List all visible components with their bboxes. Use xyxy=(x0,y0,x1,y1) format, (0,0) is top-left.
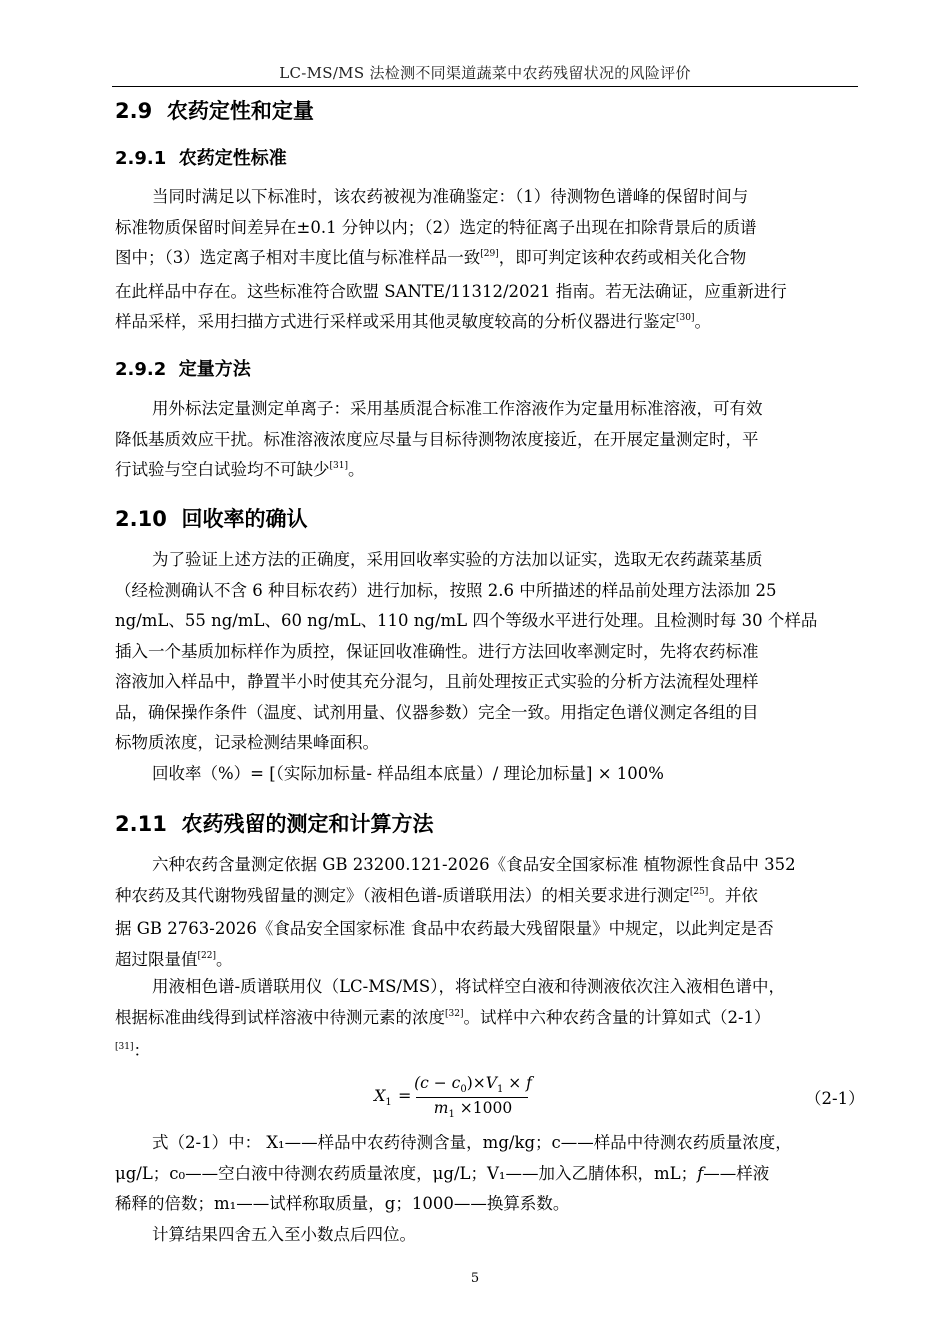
text-line: 用液相色谱-质谱联用仪（LC-MS/MS），将试样空白液和待测液依次注入液相色谱中， xyxy=(152,977,785,996)
paragraph-residue-standards xyxy=(115,850,855,978)
recovery-formula: 回收率（%）= [（实际加标量- 样品组本底量）/ 理论加标量] × 100% xyxy=(152,763,664,783)
equals-sign: = xyxy=(398,1086,412,1105)
text-line xyxy=(115,455,855,489)
section-title: 回收率的确认 xyxy=(181,507,308,531)
text-line xyxy=(115,1159,855,1190)
text-line: 插入一个基质加标样作为质控，保证回收准确性。进行方法回收率测定时，先将农药标准 xyxy=(115,641,759,661)
header-rule xyxy=(112,86,858,87)
citation: [22] xyxy=(197,950,216,961)
text-fragment: 。 xyxy=(347,460,365,479)
paragraph-lcms-procedure xyxy=(115,972,855,1070)
citation: [32] xyxy=(445,1008,464,1019)
text-line: （经检测确认不含 6 种目标农药）进行加标，按照 2.6 中所描述的样品前处理方法添加 25 xyxy=(115,580,777,600)
text-fragment: 图中；（3）选定离子相对丰度比值与标准样品一致 xyxy=(115,248,481,267)
section-title: 农药残留的测定和计算方法 xyxy=(181,812,434,836)
text-fragment: 。并依 xyxy=(708,885,758,905)
paragraph-variable-definitions xyxy=(115,1128,855,1250)
paragraph-qualitative-criteria xyxy=(115,182,855,341)
text-line: 降低基质效应干扰。标准溶液浓度应尽量与目标待测物浓度接近，在开展定量测定时，平 xyxy=(115,429,759,449)
section-heading-2-9 xyxy=(115,95,314,125)
page-number: 5 xyxy=(470,1271,480,1286)
text-fragment: ——样液 xyxy=(703,1163,770,1183)
symbol-x: X xyxy=(374,1086,386,1105)
text-fragment: 。试样中六种农药含量的计算如式（2-1） xyxy=(463,1007,771,1027)
symbol-f: f xyxy=(526,1074,532,1092)
section-number: 2.9 xyxy=(115,99,153,123)
text-fragment: ： xyxy=(133,1041,150,1060)
text-line: ng/mL、55 ng/mL、60 ng/mL、110 ng/mL 四个等级水平进行处理。且检测时每 30 个样品 xyxy=(115,611,818,630)
citation: [31] xyxy=(115,1042,134,1052)
text-fragment: 根据标准曲线得到试样溶液中待测元素的浓度 xyxy=(115,1007,445,1027)
text-line xyxy=(115,1036,855,1070)
subsection-title: 农药定性标准 xyxy=(178,148,287,169)
text-line: 品，确保操作条件（温度、试剂用量、仪器参数）完全一致。用指定色谱仪测定各组的目 xyxy=(115,702,759,722)
section-heading-2-10 xyxy=(115,503,307,533)
paragraph-recovery-confirmation xyxy=(115,545,855,789)
text-fragment: μg/L；c₀——空白液中待测农药质量浓度，μg/L；V₁——加入乙腈体积，mL； xyxy=(115,1163,698,1183)
text-line: 为了验证上述方法的正确度，采用回收率实验的方法加以证实，选取无农药蔬菜基质 xyxy=(152,550,763,569)
symbol-m: m xyxy=(433,1099,449,1117)
citation: [25] xyxy=(689,886,709,897)
subsection-title: 定量方法 xyxy=(178,359,251,380)
text-line: 超过限量值[22]。 xyxy=(115,949,233,969)
text-line: 标物质浓度，记录检测结果峰面积。 xyxy=(115,733,379,752)
section-number: 2.10 xyxy=(115,507,167,531)
subsection-number: 2.9.1 xyxy=(115,148,167,169)
text-line: 当同时满足以下标准时，该农药被视为准确鉴定：（1）待测物色谱峰的保留时间与 xyxy=(152,187,749,206)
text-line: 在此样品中存在。这些标准符合欧盟 SANTE/11312/2021 指南。若无法确证，应重新进行 xyxy=(115,281,787,301)
text-fragment: ，即可判定该种农药或相关化合物 xyxy=(498,248,747,267)
subsection-number: 2.9.2 xyxy=(115,359,167,380)
numerator-part: × xyxy=(503,1074,527,1092)
fraction-denominator xyxy=(414,1099,532,1120)
citation: [30] xyxy=(676,313,695,323)
numerator-part: (c − c xyxy=(414,1074,461,1092)
text-fragment: 行试验与空白试验均不可缺少 xyxy=(115,460,330,479)
text-line xyxy=(115,1003,855,1037)
subscript: 1 xyxy=(448,1109,455,1121)
running-header: LC-MS/MS 法检测不同渠道蔬菜中农药残留状况的风险评价 xyxy=(279,64,691,82)
numerator-part: )× xyxy=(466,1074,486,1092)
text-line: 样品采样，采用扫描方式进行采样或采用其他灵敏度较高的分析仪器进行鉴定[30]。 xyxy=(115,312,711,331)
text-line xyxy=(115,243,855,277)
paragraph-quantitative-method xyxy=(115,394,855,489)
equation-2-1 xyxy=(370,1074,570,1124)
symbol-f: f xyxy=(697,1163,704,1183)
rounding-note: 计算结果四舍五入至小数点后四位。 xyxy=(152,1224,416,1244)
equation-lhs xyxy=(374,1086,392,1108)
fraction-numerator xyxy=(414,1074,532,1095)
section-number: 2.11 xyxy=(115,812,167,836)
text-line: 用外标法定量测定单离子：采用基质混合标准工作溶液作为定量用标准溶液，可有效 xyxy=(152,399,763,418)
citation: [31] xyxy=(329,461,348,471)
subscript: 0 xyxy=(460,1084,467,1096)
text-line: 稀释的倍数；m₁——试样称取质量，g；1000——换算系数。 xyxy=(115,1194,570,1213)
subscript: 1 xyxy=(496,1084,504,1096)
subscript: 1 xyxy=(385,1097,392,1109)
text-fragment: 超过限量值 xyxy=(115,949,198,969)
section-heading-2-11 xyxy=(115,808,433,838)
text-line: 六种农药含量测定依据 GB 23200.121-2026《食品安全国家标准 植物源性食品中 352 xyxy=(152,855,796,874)
section-title: 农药定性和定量 xyxy=(166,99,314,123)
equation-number: （2-1） xyxy=(805,1089,865,1108)
text-line: 式（2-1）中： X₁——样品中农药待测含量，mg/kg；c——样品中待测农药质量浓度， xyxy=(152,1133,792,1152)
symbol-v: V xyxy=(485,1074,497,1092)
subsection-heading-2-9-2 xyxy=(115,355,251,381)
text-line xyxy=(115,881,855,915)
text-line: 标准物质保留时间差异在±0.1 分钟以内；（2）选定的特征离子出现在扣除背景后的质谱 xyxy=(115,217,757,237)
text-line: 溶液加入样品中，静置半小时使其充分混匀，且前处理按正式实验的分析方法流程处理样 xyxy=(115,672,759,691)
citation: [29] xyxy=(480,249,499,259)
subsection-heading-2-9-1 xyxy=(115,144,287,170)
denominator-part: ×1000 xyxy=(454,1099,513,1117)
text-fragment: 种农药及其代谢物残留量的测定》（液相色谱-质谱联用法）的相关要求进行测定 xyxy=(115,885,690,905)
text-fragment: 样品采样，采用扫描方式进行采样或采用其他灵敏度较高的分析仪器进行鉴定 xyxy=(115,312,676,331)
text-line: 据 GB 2763-2026《食品安全国家标准 食品中农药最大残留限量》中规定，以此判定是否 xyxy=(115,919,774,938)
fraction-bar xyxy=(416,1097,528,1098)
